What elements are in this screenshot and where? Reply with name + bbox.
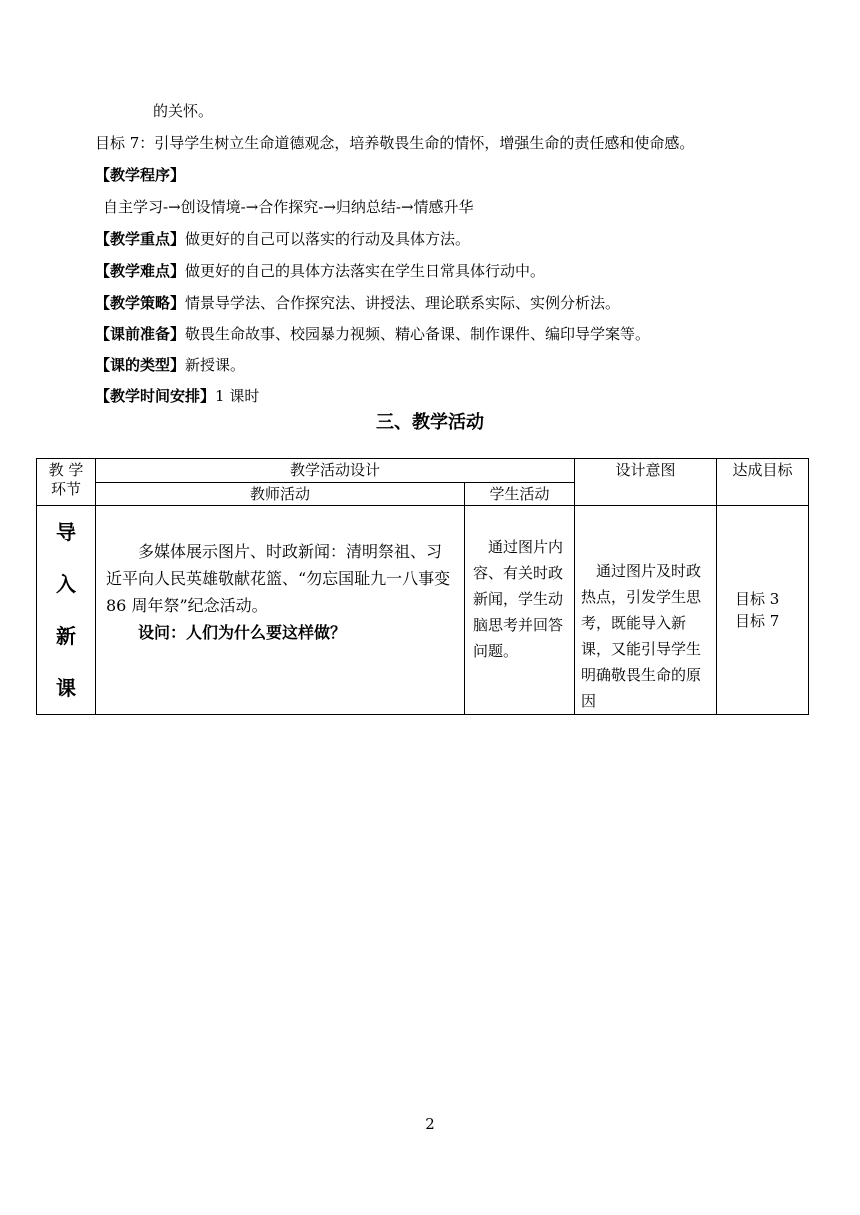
activity-table: [36, 458, 809, 715]
stage-char: 新: [56, 624, 76, 648]
page-number: 2: [425, 1115, 435, 1133]
teacher-activity-text: 多媒体展示图片、时政新闻：清明祭祖、习近平向人民英雄敬献花篮、“勿忘国耻九一八事变 86 周年祭”纪念活动。: [106, 542, 451, 615]
section-title: 三、教学活动: [376, 412, 484, 433]
teacher-header: 教师活动: [96, 483, 465, 506]
strategy-label: 【教学策略】: [95, 294, 186, 312]
design-header: 教学活动设计: [96, 459, 575, 483]
key-points-label: 【教学重点】: [95, 230, 186, 248]
difficulties-line: [95, 260, 545, 282]
teacher-question: 设问：人们为什么要这样做？: [138, 623, 347, 642]
goals-cell: [717, 506, 809, 715]
stage-char: 导: [56, 520, 76, 544]
strategy-text: 情景导学法、合作探究法、讲授法、理论联系实际、实例分析法。: [185, 294, 621, 312]
time-label: 【教学时间安排】: [95, 387, 216, 405]
student-activity-cell: [465, 506, 575, 715]
preparation-label: 【课前准备】: [95, 325, 186, 343]
header-row-1: [37, 459, 809, 483]
time-text: 1 课时: [215, 387, 260, 405]
lesson-type-label: 【课的类型】: [95, 356, 186, 374]
design-intent-text: 通过图片及时政热点，引发学生思考，既能导入新课，又能引导学生明确敬畏生命的原因: [581, 562, 702, 710]
goal-7-text: 目标 7：引导学生树立生命道德观念，培养敬畏生命的情怀，增强生命的责任感和使命感。: [95, 134, 695, 152]
student-activity-text: 通过图片内容、有关时政新闻，学生动脑思考并回答问题。: [473, 538, 564, 660]
difficulties-label: 【教学难点】: [95, 262, 186, 280]
goal-item: 目标 7: [735, 612, 780, 630]
lesson-type-text: 新授课。: [185, 356, 246, 374]
time-line: [95, 385, 259, 407]
stage-header-line2: 环节: [50, 480, 81, 498]
key-points-line: [95, 228, 470, 250]
procedure-label: 【教学程序】: [95, 166, 186, 184]
goal-item: 目标 3: [735, 590, 780, 608]
strategy-line: [95, 292, 620, 314]
procedure-flow: 自主学习-→创设情境-→合作探究-→归纳总结-→情感升华: [103, 198, 474, 216]
continued-text: 的关怀。: [153, 102, 214, 120]
preparation-text: 敬畏生命故事、校园暴力视频、精心备课、制作课件、编印导学案等。: [185, 325, 651, 343]
lesson-type-line: [95, 354, 245, 376]
teacher-activity-cell: [96, 506, 465, 715]
stage-cell: [37, 506, 96, 715]
key-points-text: 做更好的自己可以落实的行动及具体方法。: [185, 230, 471, 248]
student-header: 学生活动: [465, 483, 575, 506]
goal-header: 达成目标: [717, 459, 809, 506]
design-intent-cell: [575, 506, 717, 715]
stage-header-line1: 教 学: [48, 461, 84, 479]
table-row: [37, 506, 809, 715]
difficulties-text: 做更好的自己的具体方法落实在学生日常具体行动中。: [185, 262, 546, 280]
preparation-line: [95, 323, 650, 345]
intent-header: 设计意图: [575, 459, 717, 506]
stage-char: 课: [56, 676, 76, 700]
stage-char: 入: [56, 572, 76, 596]
stage-header: [37, 459, 96, 506]
